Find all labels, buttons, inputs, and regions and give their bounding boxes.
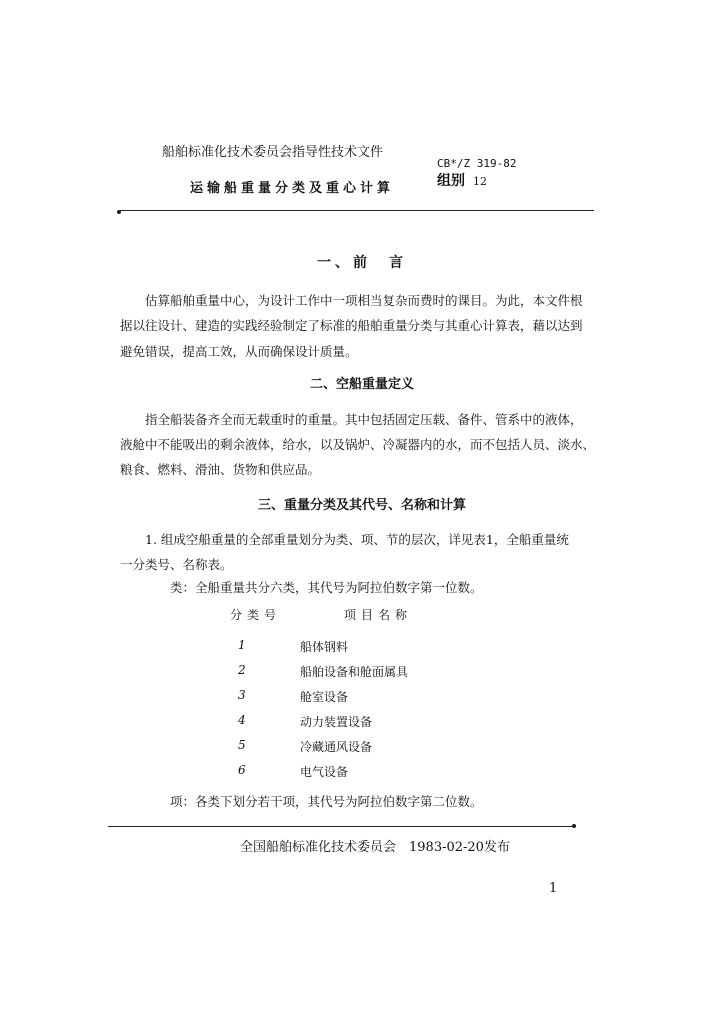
table-row: 3 xyxy=(238,688,246,702)
section2-line-3: 粮食、燃料、滑油、货物和供应品。 xyxy=(120,462,321,477)
table-row: 冷藏通风设备 xyxy=(300,740,373,754)
section2-line-2: 液舱中不能吸出的剩余液体，给水，以及锅炉、冷凝器内的水，而不包括人员、淡水、 xyxy=(120,437,596,452)
table-header-item-name: 项目名称 xyxy=(344,608,413,622)
document-title: 运输船重量分类及重心计算 xyxy=(190,181,395,196)
section3-line-1: 1. 组成空船重量的全部重量划分为类、项、节的层次，详见表1，全船重量统 xyxy=(145,532,569,547)
group-label xyxy=(437,170,487,190)
group-label-text: 组别 xyxy=(437,173,465,189)
class-intro: 类：全船重量共分六类，其代号为阿拉伯数字第一位数。 xyxy=(170,580,483,595)
section2-line-1: 指全船装备齐全而无载重时的重量。其中包括固定压载、备件、管系中的液体， xyxy=(145,412,583,427)
table-row: 6 xyxy=(238,763,246,777)
table-row: 动力装置设备 xyxy=(300,715,373,729)
table-row: 船舶设备和舱面属具 xyxy=(300,665,409,679)
table-row: 1 xyxy=(238,638,246,652)
table-header-class-number: 分类号 xyxy=(230,608,282,622)
table-row: 舱室设备 xyxy=(300,690,349,704)
section1-heading: 一、前 言 xyxy=(317,255,407,271)
section3-line-2: 一分类号、名称表。 xyxy=(120,557,233,572)
standard-code: CB*/Z 319-82 xyxy=(437,157,517,170)
group-number: 12 xyxy=(473,175,487,188)
section3-heading: 三、重量分类及其代号、名称和计算 xyxy=(257,498,466,513)
org-line: 船舶标准化技术委员会指导性技术文件 xyxy=(162,145,384,160)
header-divider xyxy=(118,210,594,211)
header-divider-dot xyxy=(117,210,121,214)
footer-divider xyxy=(108,826,576,827)
section2-heading: 二、空船重量定义 xyxy=(309,377,414,392)
footer-divider-dot xyxy=(572,824,576,828)
section1-line-2: 据以往设计、建造的实践经验制定了标准的船舶重量分类与其重心计算表，藉以达到 xyxy=(120,318,583,333)
section1-line-3: 避免错误，提高工效，从而确保设计质量。 xyxy=(120,344,358,359)
publisher-date: 全国船舶标准化技术委员会 1983-02-20发布 xyxy=(240,840,510,855)
table-row: 2 xyxy=(238,663,246,677)
table-row: 船体钢料 xyxy=(300,640,349,654)
table-row: 电气设备 xyxy=(300,765,349,779)
table-row: 5 xyxy=(238,738,246,752)
page-number: 1 xyxy=(549,881,558,896)
table-row: 4 xyxy=(238,713,246,727)
item-note: 项：各类下划分若干项，其代号为阿拉伯数字第二位数。 xyxy=(170,794,483,809)
section1-line-1: 估算船舶重量中心，为设计工作中一项相当复杂而费时的课目。为此，本文件根 xyxy=(145,293,583,308)
